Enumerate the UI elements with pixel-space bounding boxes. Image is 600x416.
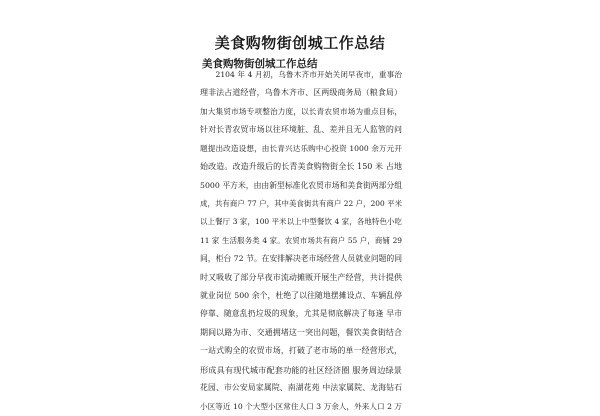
paragraph-line: 以上餐厅 3 家，100 平米以上中型餐饮 4 家，各地特色小吃	[200, 217, 402, 227]
paragraph-line: 成，共有商户 77 户，其中美食街共有商户 22 户，200 平米	[200, 198, 402, 208]
paragraph-line: 形成具有现代城市配套功能的社区经济圈 服务周边绿景	[200, 364, 402, 375]
paragraph-line: 针对长青农贸市场以往环境脏、乱、差并且无人监管的问	[200, 125, 402, 135]
document-body	[200, 66, 402, 416]
paragraph-line: 理非法占道经营，乌鲁木齐市、区两级商务局（粮食局）	[200, 88, 402, 98]
paragraph-line: 加大集贸市场专项整治力度，以长青农贸市场为重点目标，	[200, 106, 402, 116]
paragraph-line: 5000 平方米，由由新型标准化农贸市场和美食街两部分组	[200, 180, 402, 190]
paragraph-line: 2104 年 4 月初，乌鲁木齐市开始关闭早夜市，重事治	[200, 70, 402, 79]
paragraph-line: 期间以路为市、交通拥堵这一突出问题，餐饮美食街结合	[200, 327, 402, 337]
document-title: 美食购物街创城工作总结	[214, 34, 386, 52]
document-subtitle: 美食购物街创城工作总结	[202, 58, 318, 70]
paragraph-line: 间，柜台 72 节。在安排解决老市场经营人员就业问题的同	[200, 254, 402, 264]
paragraph-line: 时又吸收了部分早夜市流动摊贩开展生产经营，共计提供	[200, 272, 402, 282]
paragraph-line: 始改造。改造升级后的长青美食购物街全长 150 米 占地	[200, 162, 402, 172]
paragraph-line: 小区等近 10 个大型小区常住人口 3 万余人，外来人口 2 万	[200, 401, 402, 411]
paragraph-line: 就业岗位 500 余个，杜绝了以往随地摆摊设点、车辆乱停	[200, 291, 402, 301]
paragraph-line: 11 家 生活服务类 4 家。农贸市场共有商户 55 户，商铺 29	[200, 235, 402, 245]
paragraph-line: 题提出改造设想，由长青兴达乐购中心投资 1000 余万元开	[200, 143, 402, 153]
paragraph-line: 花园、市公安局家属院、南湖花苑 中法家属院、龙海钻石	[200, 383, 402, 393]
paragraph-line: 停靠、随意乱扔垃圾的现象，尤其是彻底解决了每逢 早市	[200, 309, 402, 319]
paragraph-line: 一站式购全的农贸市场，打破了老市场的单一经营形式，	[200, 346, 402, 356]
